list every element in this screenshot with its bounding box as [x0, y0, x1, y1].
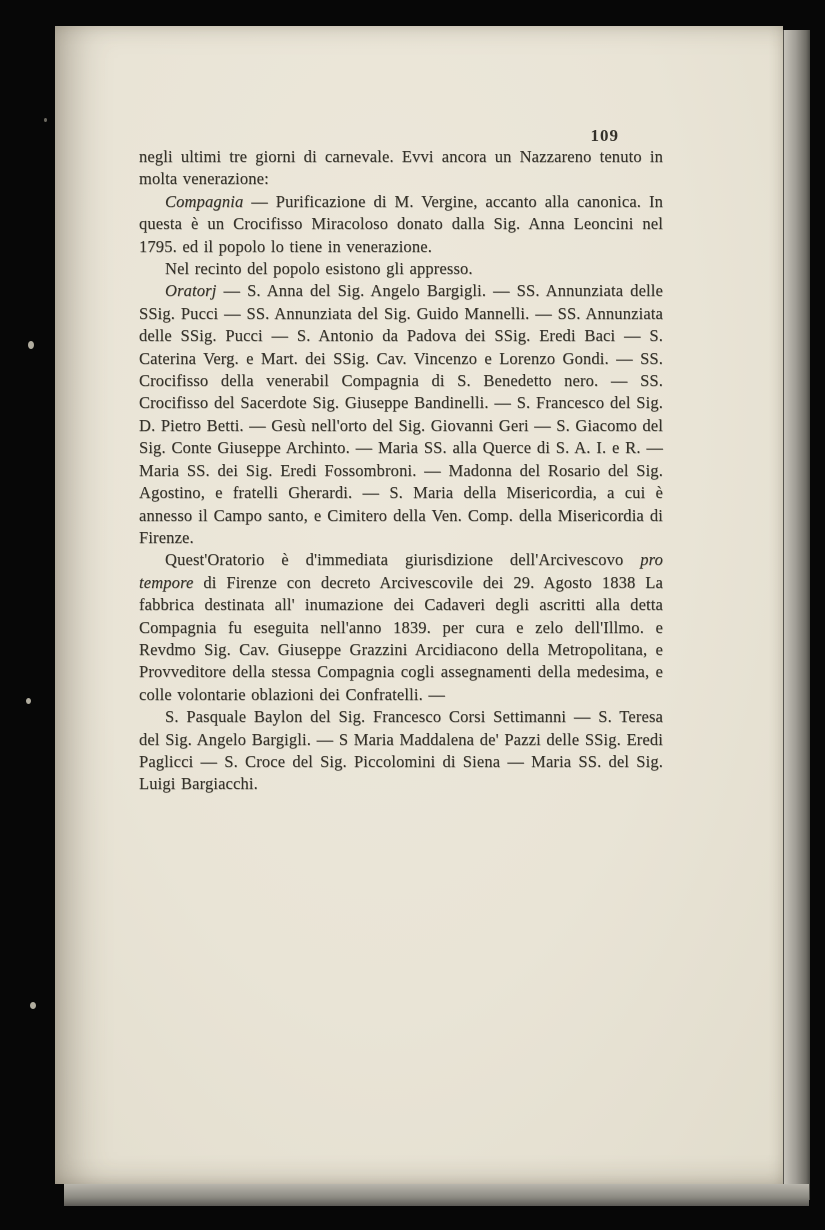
paragraph	[139, 280, 663, 549]
binding-speck	[30, 1002, 36, 1009]
italic-text: pro tempore	[139, 550, 663, 592]
paragraph	[139, 191, 663, 258]
page-stack-edge-bottom	[64, 1184, 809, 1206]
body-text: Nel recinto del popolo esistono gli appresso.	[165, 259, 473, 279]
page-number: 109	[590, 126, 619, 145]
paragraph	[139, 258, 663, 280]
page-stack-edge-right	[783, 30, 810, 1200]
paragraph	[139, 706, 663, 796]
binding-speck	[26, 698, 31, 704]
body-text: — S. Anna del Sig. Angelo Bargigli. — SS. Annunziata delle SSig. Pucci — SS. Annunziata del Sig. Guido Mannelli. — SS. Annunziata delle SSig. Pucci — S. Antonio da Padova dei SSig. Eredi Baci — S. Caterina Verg. e Mart. dei SSig. Cav. Vincenzo e Lorenzo Gondi. — SS. Crocifisso della venerabil Compagnia di S. Benedetto nero. — SS. Crocifisso del Sacerdote Sig. Giuseppe Bandinelli. — S. Francesco del Sig. D. Pietro Betti. — Gesù nell'orto del Sig. Giovanni Geri — S. Giacomo del Sig. Conte Giuseppe Archinto. — Maria SS. alla Querce di S. A. I. e R. — Maria SS. dei Sig. Eredi Fossombroni. — Madonna del Rosario del Sig. Agostino, e fratelli Gherardi. — S. Maria della Misericordia, a cui è annesso il Campo santo, e Cimitero della Ven. Comp. della Misericordia di Firenze.	[139, 281, 663, 547]
binding-speck	[44, 118, 47, 122]
binding-speck	[28, 341, 34, 349]
body-text: S. Pasquale Baylon del Sig. Francesco Corsi Settimanni — S. Teresa del Sig. Angelo Bargigli. — S Maria Maddalena de' Pazzi delle SSig. Eredi Paglicci — S. Croce del Sig. Piccolomini di Siena — Maria SS. del Sig. Luigi Bargiacchi.	[139, 707, 663, 794]
body-text: di Firenze con decreto Arcivescovile dei 29. Agosto 1838 La fabbrica destinata all' inumazione dei Cadaveri degli ascritti alla detta Compagnia fu eseguita nell'anno 1839. per cura e zelo dell'Illmo. e Revdmo Sig. Cav. Giuseppe Grazzini Arcidiacono della Metropolitana, e Provveditore della stessa Compagnia cogli assegnamenti della medesima, e colle volontarie oblazioni dei Confratelli. —	[139, 572, 663, 704]
paragraph	[139, 549, 663, 706]
paragraph	[139, 146, 663, 191]
italic-text: Compagnia	[165, 191, 244, 211]
text-block	[139, 146, 663, 796]
italic-text: Oratorj	[165, 281, 217, 301]
body-text: — Purificazione di M. Vergine, accanto alla canonica. In questa è un Crocifisso Miracoloso donato dalla Sig. Anna Leoncini nel 1795. ed il popolo lo tiene in venerazione.	[139, 191, 663, 256]
book-page	[55, 26, 783, 1184]
body-text: negli ultimi tre giorni di carnevale. Evvi ancora un Nazzareno tenuto in molta venerazione:	[139, 147, 663, 189]
body-text: Quest'Oratorio è d'immediata giurisdizione dell'Arcivescovo	[165, 550, 641, 570]
